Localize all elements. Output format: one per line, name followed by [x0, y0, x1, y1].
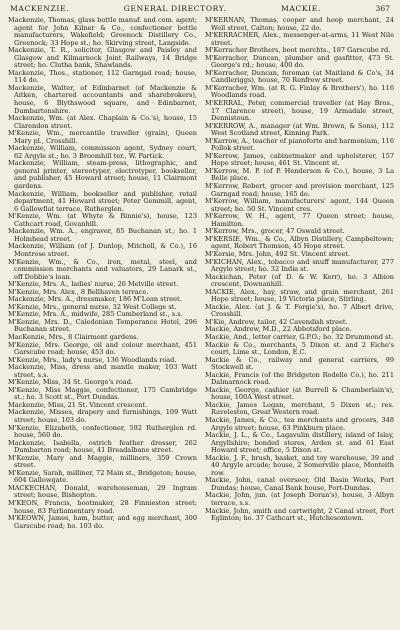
directory-entry: M'Kenzie, Mrs., general nurse, 32 West College st. [8, 302, 177, 311]
directory-entry: M'Kenzie, Sarah, milliner, 72 Main st., Bridgeton; house, 604 Gallowgate. [8, 468, 197, 485]
directory-entry: Mackenzie, William, bookseller and publisher, retail department, 41 Howard street; Peter Gemmill, agent, 6 Gallowflat terrace, Rutherglen. [8, 189, 197, 213]
directory-entry: M'Kenzie, Mrs. George, oil and colour merchant, 451 Garscube road; house, 453 do. [8, 340, 197, 357]
directory-entry: M'Kenzie, Mrs. A., ladies' nurse, 26 Melville street. [8, 280, 179, 289]
directory-entry: Mackie, John, smith and cartwright, 2 Canal street, Port Eglinton; ho. 37 Cathcart st., Hutchesontown. [205, 506, 394, 523]
directory-entry: M'Kie, Andrew, tailor, 42 Cavendish street. [205, 317, 348, 326]
directory-entry: Mackie, George, cashier (at Burrell & Chamberlain's), house, 100A West street. [205, 385, 394, 402]
directory-entry: MacKenzie, Mrs., 8 Clairmont gardens. [8, 332, 139, 341]
directory-entry: Mackenzie, Misses, drapery and furnishings, 109 Watt street; house, 103 do. [8, 408, 197, 424]
page-header [8, 4, 394, 15]
directory-entry: M'Kerrow, Robert, grocer and provision merchant, 125 Garngad road; house, 165 do. [205, 182, 394, 198]
directory-entry: Mackie, John, jun. (at Joseph Doran's), house, 3 Albyn terrace, s.s. [205, 491, 394, 507]
header-center: GENERAL DIRECTORY. [123, 4, 227, 13]
directory-entry: M'Kerrow, M. P. (of P. Henderson & Co.), house, 3 La Belle place. [205, 166, 394, 183]
directory-entry: Mackenzie, Isabella, ostrich feather dresser, 262 Dumbarton road; house, 41 Breadalbane street. [8, 438, 197, 455]
directory-entry: M'Kerrow, Mrs., grocer, 47 Oswald street. [205, 227, 345, 236]
directory-entry: Mackenzie, Miss, 21 St. Vincent crescent. [8, 400, 148, 409]
directory-entry: M'Kenzie, Mrs. D., Caledonian Temperance Hotel, 296 Buchanan street. [8, 317, 197, 334]
directory-entry: Mackenzie, T. R., solicitor, Glasgow and Paisley and Glasgow and Kilmarnock Joint Railways, 14 Bridge street; ho. Clutha bank, Shawlands. [8, 46, 197, 70]
directory-entry: Mackenzie, Wm. (at Alex. Chaplain & Co.'s), house, 15 Clarendon street. [8, 114, 197, 130]
directory-entry: M'Kerracher, Duncan, foreman (at Maitland & Co's, 34 Candleriggs), house, 70 Renfrew street. [205, 68, 394, 85]
directory-entry: MACKIE, Alex., hay, straw, and grain merchant, 261 Hope street; house, 19 Victoria place, Stirling. [205, 287, 394, 304]
directory-entry: M'Kenzie, Wm., & Co., iron, metal, steel, and commission merchants and valuators, 29 Lanark st., off Dobbie's loan. [8, 257, 197, 281]
directory-entry: M'KEOWN, James, ham, butter, and egg merchant, 300 Garscube road; ho. 103 do. [8, 514, 197, 530]
directory-entry: M'Kersie, Mrs. John, 492 St. Vincent street. [205, 249, 351, 258]
header-right: MACKIE. [281, 4, 321, 13]
directory-entry: Mackenzie, Thos., stationer, 112 Garngad road; house, 114 do. [8, 68, 197, 85]
directory-entry: M'KERROW, A., manager (at Wm. Brown, & Sons), 112 West Scotland street, Kinning Park. [205, 121, 394, 138]
directory-entry: M'Kerrow, James, cabinetmaker and upholsterer, 157 Hope street; house, 461 St. Vincent st. [205, 151, 394, 168]
directory-entry: Mackenzie, Walter, of Edinbarnet (of Mackenzie & Aitken, chartered accountants and sharebrokers), house, 6 Blythswood square, and Edinbarnet, Dumbartonshire. [8, 83, 197, 115]
directory-entry: M'KERNAN, Thomas, cooper and hoop merchant, 24 Well street, Calton; house, 22 do. [205, 16, 394, 32]
directory-entry: M'Kenzie, Mrs. A., midwife, 285 Cumberland st., s.s. [8, 310, 183, 319]
directory-entry: M'KERRAL, Peter, commercial traveller (at Hay Bros., 17 Clarence street), house, 19 Armadale street, Dennistoun. [205, 99, 394, 123]
directory-entry: Mackie, J. F., brush, basket, and toy warehouse, 39 and 40 Argyle arcade; house, 2 Somerville place, Monteith row. [205, 453, 394, 477]
directory-entry: Mackie & Co., railway and general carriers, 99 Stockwell st. [205, 355, 394, 372]
directory-entry: Mackenzie, Mrs. A., dressmaker, 186 M'Lean street. [8, 295, 182, 304]
directory-entry: Mackichan, Peter (of D. & W. Kerr), ho. 3 Albion crescent, Downanhill. [205, 272, 394, 289]
directory-entry: M'Kenzie, Miss Maggie, confectioner, 175 Cambridge st.; ho. 3 Scott st., Port Dundas. [8, 385, 197, 402]
directory-entry: Mackenzie, William, commission agent, Sydney court, 62 Argyle st.; ho. 3 Broomhill ter., W. Partick. [8, 144, 197, 160]
directory-entry: Mackie, Alex. (at J. & T. Forgie's), ho. 7 Albert drive, Crosshill. [205, 302, 394, 319]
directory-entry: Mackie, And., letter carrier, G.P.O.; ho. 32 Drummond st. [205, 332, 394, 341]
directory-entry: Mackie, James Logan, merchant, 5 Dixon st.; res. Raveleston, Great Western road. [205, 400, 394, 417]
directory-entry: Mackenzie, Miss, dress and mantle maker, 103 Watt street, s.s. [8, 363, 197, 379]
directory-column-left [8, 17, 197, 530]
directory-entry: M'Kenzie, Mrs., lady's nurse, 136 Woodlands road. [8, 355, 177, 364]
directory-entry: M'Kerracher, Wm. (at R. G. Finlay & Brothers'), ho. 116 Woodlands road. [205, 83, 394, 100]
directory-entry: M'Kenzie, Mary and Maggie, milliners, 359 Crown street. [8, 453, 197, 470]
directory-entry: M'KICHAN, Alex., tobacco and snuff manufacturer, 277 Argyle street; ho. 32 India st. [205, 257, 394, 274]
directory-entry: M'KERSIE, Wm., & Co., Albyn Distillery, Campbeltown; agent, Robert Thomson, 45 Hope street. [205, 234, 394, 251]
directory-entry: Mackenzie, William, steam-press, lithographic, and general printer, stereotyper, electrotyper, bookseller, and publisher, 45 Howard street; house, 11 Clairmont gardens. [8, 159, 197, 191]
directory-columns [8, 17, 394, 530]
directory-entry: Mackie, Francis (of the Bridgeton Rodelle Co.), ho. 211 Dalmarnock road. [205, 370, 394, 387]
directory-entry: M'Kenzie, Wm. (at Whyte & Binnie's), house, 123 Cathcart road, Govanhill. [8, 212, 197, 228]
directory-entry: Mackenzie, Wm. A., engraver, 85 Buchanan st.; ho. 1 Holmhead street. [8, 227, 197, 243]
directory-entry: M'Kerrow, William, manufacturers' agent, 144 Queen street; ho. 50 St. Vincent cres. [205, 197, 394, 213]
directory-entry: Mackie, John, canal overseer, Old Basin Works, Port Dundas; house, Canal Bank house, Port-Dundas. [205, 476, 394, 492]
directory-entry: M'KEON, Francis, bootmaker, 28 Finnieston street; house, 83 Parliamentary road. [8, 499, 197, 515]
directory-entry: Mackie, J. L., & Co., Lagavulin distillery, island of Islay, Argyllshire; bonded stores, Arden st. and 61 East Howard street; office, 5 Dixon st. [205, 431, 394, 455]
page-number: 367 [375, 4, 390, 13]
directory-entry: M'Kenzie, Miss, 34 St. George's road. [8, 378, 133, 387]
directory-entry: Mackie, Andrew, M.D., 22 Abbotsford place. [205, 325, 352, 334]
directory-entry: M'Kenzie, Mrs. Alex., 8 Bellhaven terrace. [8, 287, 149, 296]
directory-entry: Mackenzie, William (of J. Dunlop, Mitchell, & Co.), 16 Montrose street. [8, 242, 197, 258]
directory-column-right [205, 17, 394, 530]
directory-entry: M'Kerrow, A., teacher of pianoforte and harmonium, 116 Pollok street. [205, 136, 394, 153]
directory-entry: M'Kenzie, Elizabeth, confectioner, 592 Rutherglen rd. house, 560 do. [8, 423, 197, 440]
directory-entry: M'Kerracher, Duncan, plumber and gasfitter, 473 St. George's rd.; house, 400 do. [205, 53, 394, 70]
directory-entry: M'Kerrow, W. H., agent, 77 Queen street; house, Hamilton. [205, 212, 394, 228]
header-left: MACKENZIE. [10, 4, 70, 13]
directory-entry: M'Kenzie, Wm., mercantile traveller (grain), Queen Mary pl., Crosshill. [8, 129, 197, 145]
directory-entry: Mackie, James, & Co., tea merchants and grocers, 348 Argyle street; house, 63 Pinkburn place. [205, 415, 394, 432]
directory-entry: Mackie & Co., merchants, 5 Dixon st. and 2 Eiche's court, Lime st., London, E.C. [205, 340, 394, 357]
directory-entry: M'KERRACHER, Alex., messenger-at-arms, 11 West Nile street. [205, 31, 394, 47]
directory-entry: MACKECHAN, Donald, warehouseman, 29 Ingram street; house, Bishopton. [8, 483, 197, 500]
directory-entry: Mackenzie, Thomas, glass bottle manuf. and com. agent; agent for John Kilner & Co., confectioner bottle manufacturers, Wakefield; Greenock Distillery Co., Greenock; 33 Hope st.; ho. Skirving street, Langside. [8, 16, 197, 47]
directory-entry: M'Kerracher Brothers, boot merchts., 187 Garscube rd. [205, 46, 391, 55]
